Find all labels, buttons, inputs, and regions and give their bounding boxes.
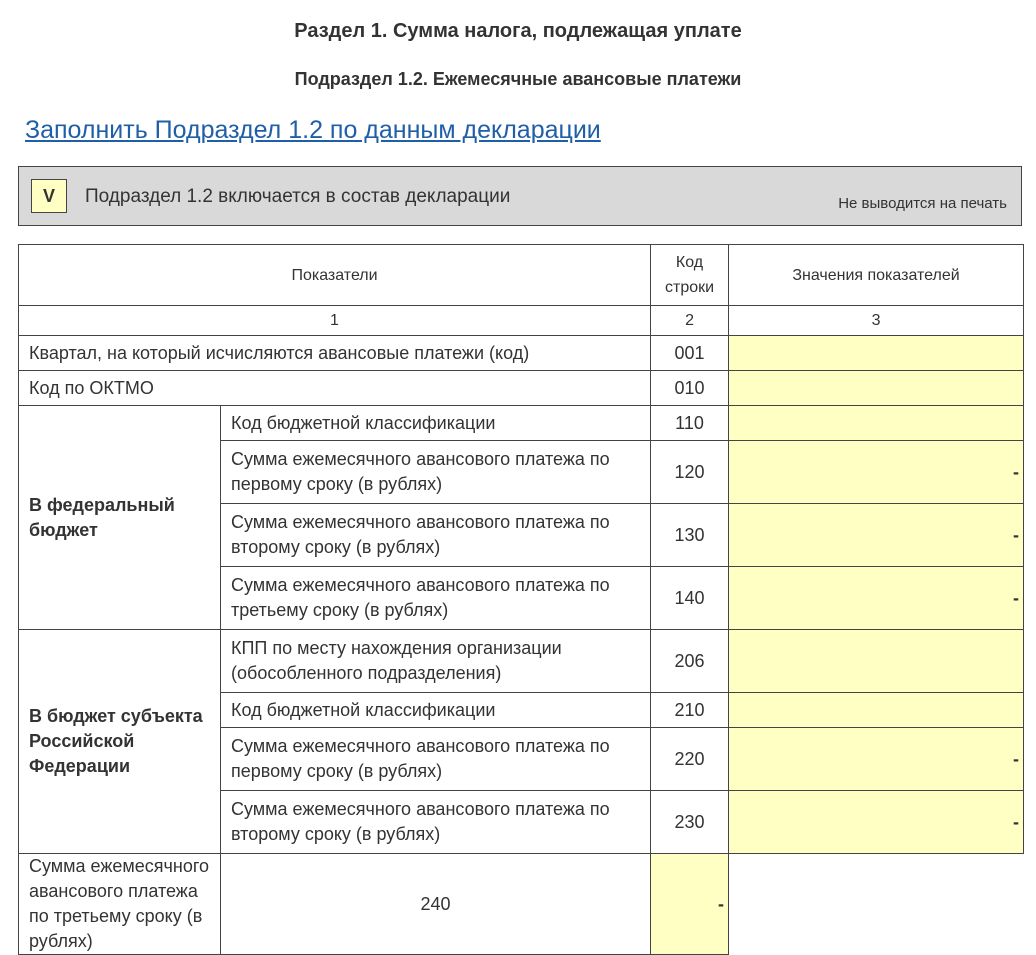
- group-label: В федеральный бюджет: [19, 406, 221, 630]
- no-print-note: Не выводится на печать: [838, 195, 1007, 212]
- value-input[interactable]: [729, 371, 1024, 406]
- row-code: 120: [651, 441, 729, 504]
- row-label: Сумма ежемесячного авансового платежа по первому сроку (в рублях): [221, 441, 651, 504]
- value-input[interactable]: [729, 693, 1024, 728]
- row-code: 230: [651, 791, 729, 854]
- group-label: В бюджет субъекта Российской Федерации: [19, 630, 221, 854]
- header-line-code: Код строки: [651, 245, 729, 306]
- row-label: КПП по месту нахождения организации (обособленного подразделения): [221, 630, 651, 693]
- value-input[interactable]: [729, 336, 1024, 371]
- section-title: Раздел 1. Сумма налога, подлежащая уплате: [294, 20, 742, 42]
- row-code: 220: [651, 728, 729, 791]
- row-label: Сумма ежемесячного авансового платежа по третьему сроку (в рублях): [19, 854, 221, 955]
- row-code: 130: [651, 504, 729, 567]
- table-row: [19, 406, 1024, 441]
- value-input[interactable]: [729, 406, 1024, 441]
- row-code: 110: [651, 406, 729, 441]
- value-input[interactable]: -: [729, 567, 1024, 630]
- fill-from-declaration-link[interactable]: Заполнить Подраздел 1.2 по данным декларации: [25, 116, 601, 144]
- value-input[interactable]: -: [729, 504, 1024, 567]
- value-input[interactable]: -: [729, 791, 1024, 854]
- row-code: 140: [651, 567, 729, 630]
- include-checkbox[interactable]: V: [31, 179, 67, 213]
- subsection-title: Подраздел 1.2. Ежемесячные авансовые платежи: [294, 69, 742, 89]
- row-code: 206: [651, 630, 729, 693]
- value-input[interactable]: -: [729, 728, 1024, 791]
- row-label: Код бюджетной классификации: [221, 693, 651, 728]
- row-code: 210: [651, 693, 729, 728]
- col-number-2: 2: [651, 306, 729, 336]
- row-label: Квартал, на который исчисляются авансовые платежи (код): [19, 336, 651, 371]
- header-values: Значения показателей: [729, 245, 1024, 306]
- row-label: Сумма ежемесячного авансового платежа по первому сроку (в рублях): [221, 728, 651, 791]
- row-label: Код бюджетной классификации: [221, 406, 651, 441]
- table-row: [19, 854, 1024, 955]
- header-indicators: Показатели: [19, 245, 651, 306]
- table-row: [19, 371, 1024, 406]
- row-code: 240: [221, 854, 651, 955]
- row-label: Сумма ежемесячного авансового платежа по второму сроку (в рублях): [221, 504, 651, 567]
- row-code: 010: [651, 371, 729, 406]
- row-label: Код по ОКТМО: [19, 371, 651, 406]
- row-label: Сумма ежемесячного авансового платежа по третьему сроку (в рублях): [221, 567, 651, 630]
- include-label: Подраздел 1.2 включается в состав декларации: [85, 186, 511, 207]
- table-row: [19, 336, 1024, 371]
- include-panel: [18, 166, 1022, 226]
- value-input[interactable]: -: [729, 441, 1024, 504]
- value-input[interactable]: [729, 630, 1024, 693]
- value-input[interactable]: -: [651, 854, 729, 955]
- col-number-1: 1: [19, 306, 651, 336]
- table-row: [19, 630, 1024, 693]
- row-code: 001: [651, 336, 729, 371]
- col-number-3: 3: [729, 306, 1024, 336]
- indicators-table: [18, 244, 1024, 955]
- row-label: Сумма ежемесячного авансового платежа по второму сроку (в рублях): [221, 791, 651, 854]
